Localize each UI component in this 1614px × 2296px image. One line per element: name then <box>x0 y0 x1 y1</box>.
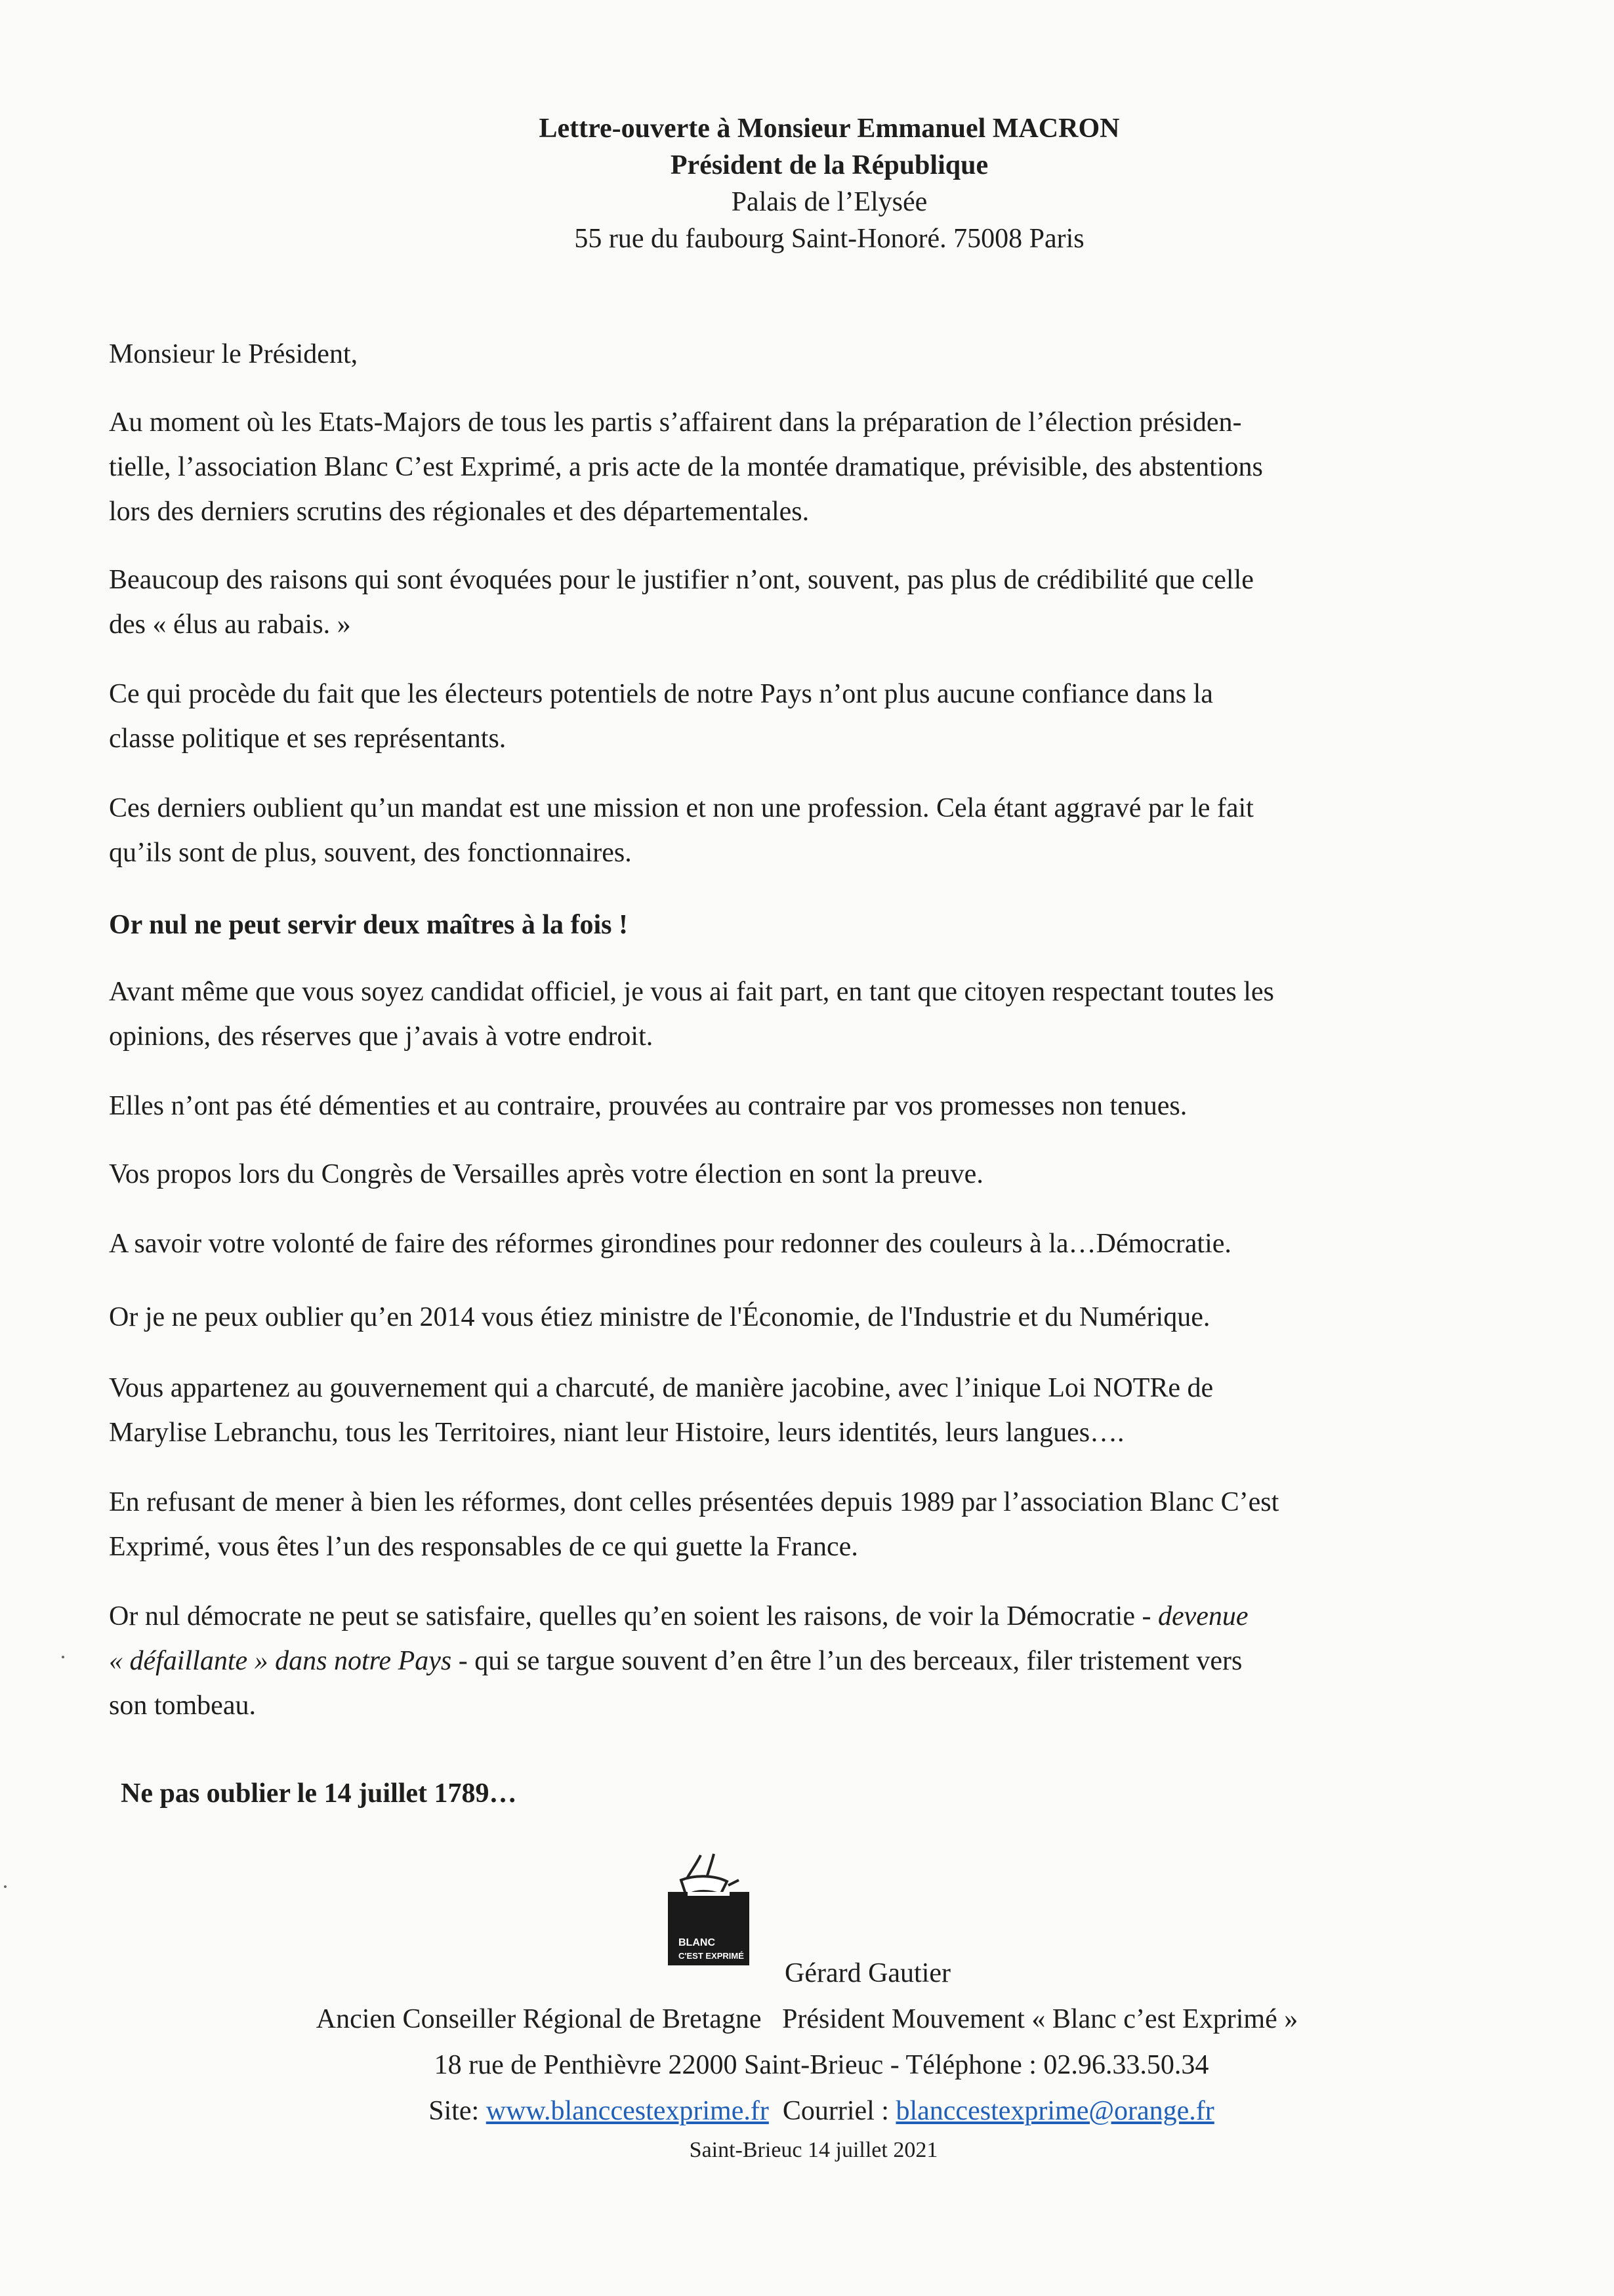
recipient-building: Palais de l’Elysée <box>731 187 928 217</box>
paragraph-5-emphasis: Or nul ne peut servir deux maîtres à la fois ! <box>109 910 628 940</box>
paragraph-7: Elles n’ont pas été démenties et au contraire, prouvées au contraire par vos promesses non tenues. <box>109 1091 1188 1121</box>
paragraph-6: Avant même que vous soyez candidat officiel, je vous ai fait part, en tant que citoyen respectant toutes les opinions, des réserves que j’avais à votre endroit. <box>109 977 1274 1052</box>
paragraph-3: Ce qui procède du fait que les électeurs potentiels de notre Pays n’ont plus aucune confiance dans la classe politique et ses représentants. <box>109 679 1213 754</box>
signatory-name: Gérard Gautier <box>785 1958 951 1988</box>
contact-line <box>14 2089 1614 2133</box>
site-label: Site: <box>428 2096 486 2126</box>
title-movement-president: Président Mouvement « Blanc c’est Exprimé » <box>782 2004 1298 2034</box>
salutation: Monsieur le Président, <box>109 339 358 369</box>
paragraph-11: Vous appartenez au gouvernement qui a charcuté, de manière jacobine, avec l’inique Loi NOTRe de Marylise Lebranchu, tous les Territoires, niant leur Histoire, leurs identités, leurs langues…. <box>109 1373 1214 1448</box>
scan-speck <box>4 1885 7 1888</box>
p13-line2-italic: « défaillante » dans notre Pays <box>109 1646 452 1676</box>
p13-line3-text: son tombeau. <box>109 1691 256 1721</box>
paragraph-1: Au moment où les Etats-Majors de tous les partis s’affairent dans la préparation de l’élection présiden- tielle, l’association Blanc C’est Exprimé, a pris acte de la montée dramatique, prévisible, des abstentions lors des derniers scrutins des régionales et des départementales. <box>109 407 1263 527</box>
paragraph-4: Ces derniers oublient qu’un mandat est une mission et non une profession. Cela étant aggravé par le fait qu’ils sont de plus, souvent, des fonctionnaires. <box>109 793 1254 868</box>
title-former-councillor: Ancien Conseiller Régional de Bretagne <box>316 2004 762 2034</box>
closing-line: Ne pas oublier le 14 juillet 1789… <box>121 1778 517 1809</box>
email-label: Courriel : <box>782 2096 896 2126</box>
p13-line1-text: Or nul démocrate ne peut se satisfaire, quelles qu’en soient les raisons, de voir la Démocratie - <box>109 1601 1158 1631</box>
logo-text-cest-exprime: C'EST EXPRIMÉ <box>678 1951 744 1961</box>
signatory-titles <box>0 1997 1614 2041</box>
paragraph-8: Vos propos lors du Congrès de Versailles après votre élection en sont la preuve. <box>109 1159 983 1189</box>
p13-line2-text: - qui se targue souvent d’en être l’un des berceaux, filer tristement vers <box>451 1646 1243 1676</box>
blanc-cest-exprime-logo <box>655 1849 762 1969</box>
signatory-address: 18 rue de Penthièvre 22000 Saint-Brieuc - Téléphone : 02.96.33.50.34 <box>434 2050 1209 2080</box>
email-link[interactable]: blanccestexprime@orange.fr <box>896 2096 1214 2126</box>
paragraph-10: Or je ne peux oublier qu’en 2014 vous étiez ministre de l'Économie, de l'Industrie et du Numérique. <box>109 1302 1210 1332</box>
recipient-line: Lettre-ouverte à Monsieur Emmanuel MACRON <box>539 113 1120 144</box>
paragraph-12: En refusant de mener à bien les réformes, dont celles présentées depuis 1989 par l’association Blanc C’est Exprimé, vous êtes l’un des responsables de ce qui guette la France. <box>109 1487 1279 1562</box>
logo-text-blanc: BLANC <box>678 1937 715 1948</box>
letter-header <box>0 110 1614 257</box>
recipient-title: Président de la République <box>670 150 989 180</box>
paragraph-2: Beaucoup des raisons qui sont évoquées pour le justifier n’ont, souvent, pas plus de crédibilité que celle des « élus au rabais. » <box>109 565 1254 640</box>
scan-speck <box>62 1656 64 1658</box>
paragraph-9: A savoir votre volonté de faire des réformes girondines pour redonner des couleurs à la…Démocratie. <box>109 1229 1231 1259</box>
recipient-address: 55 rue du faubourg Saint-Honoré. 75008 Paris <box>574 224 1085 254</box>
p13-line1-italic: devenue <box>1157 1601 1249 1631</box>
website-link[interactable]: www.blanccestexprime.fr <box>486 2096 769 2126</box>
paragraph-13 <box>109 1594 1520 1728</box>
place-and-date: Saint-Brieuc 14 juillet 2021 <box>689 2138 938 2162</box>
